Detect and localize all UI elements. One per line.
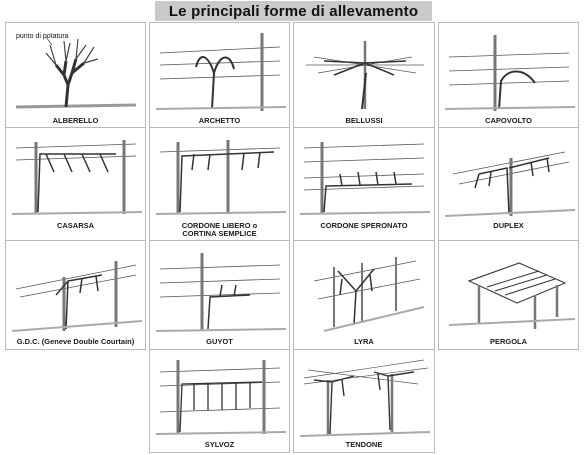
label-pergola: PERGOLA xyxy=(489,337,528,346)
bellussi-illustration xyxy=(294,23,436,129)
cell-alberello xyxy=(5,22,146,128)
label-guyot: GUYOT xyxy=(206,337,233,346)
cell-gdc xyxy=(5,240,146,350)
cell-bellussi xyxy=(293,22,435,128)
cell-duplex xyxy=(438,127,579,241)
tendone-illustration xyxy=(294,350,436,454)
cell-cordone-speronato xyxy=(293,127,435,241)
label-sylvoz: SYLVOZ xyxy=(204,440,235,449)
cell-pergola xyxy=(438,240,579,350)
gdc-illustration xyxy=(6,241,147,351)
label-tendone: TENDONE xyxy=(345,440,383,449)
label-archetto: ARCHETTO xyxy=(198,116,241,125)
label-cordone-libero: CORDONE LIBERO o xyxy=(181,221,258,230)
label-cortina-semplice: CORTINA SEMPLICE xyxy=(182,229,257,238)
cell-casarsa xyxy=(5,127,146,241)
label-lyra: LYRA xyxy=(354,337,374,346)
label-duplex: DUPLEX xyxy=(493,221,524,230)
pruning-point-note: punto di potatura xyxy=(16,33,69,40)
label-casarsa: CASARSA xyxy=(56,221,95,230)
label-cordone-speronato: CORDONE SPERONATO xyxy=(320,221,408,230)
label-bellussi: BELLUSSI xyxy=(345,116,383,125)
label-capovolto: CAPOVOLTO xyxy=(485,116,532,125)
label-alberello: ALBERELLO xyxy=(52,116,99,125)
cell-guyot xyxy=(149,240,290,350)
cell-lyra xyxy=(293,240,435,350)
page-title: Le principali forme di allevamento xyxy=(155,1,432,21)
pergola-illustration xyxy=(439,241,580,351)
lyra-illustration xyxy=(294,241,436,351)
cell-archetto xyxy=(149,22,290,128)
sylvoz-illustration xyxy=(150,350,291,454)
label-gdc: G.D.C. (Geneve Double Courtain) xyxy=(16,337,135,346)
cell-sylvoz xyxy=(149,349,290,453)
capovolto-illustration xyxy=(439,23,580,129)
archetto-illustration xyxy=(150,23,291,129)
guyot-illustration xyxy=(150,241,291,351)
cell-cordone-libero xyxy=(149,127,290,241)
cell-tendone xyxy=(293,349,435,453)
cell-capovolto xyxy=(438,22,579,128)
